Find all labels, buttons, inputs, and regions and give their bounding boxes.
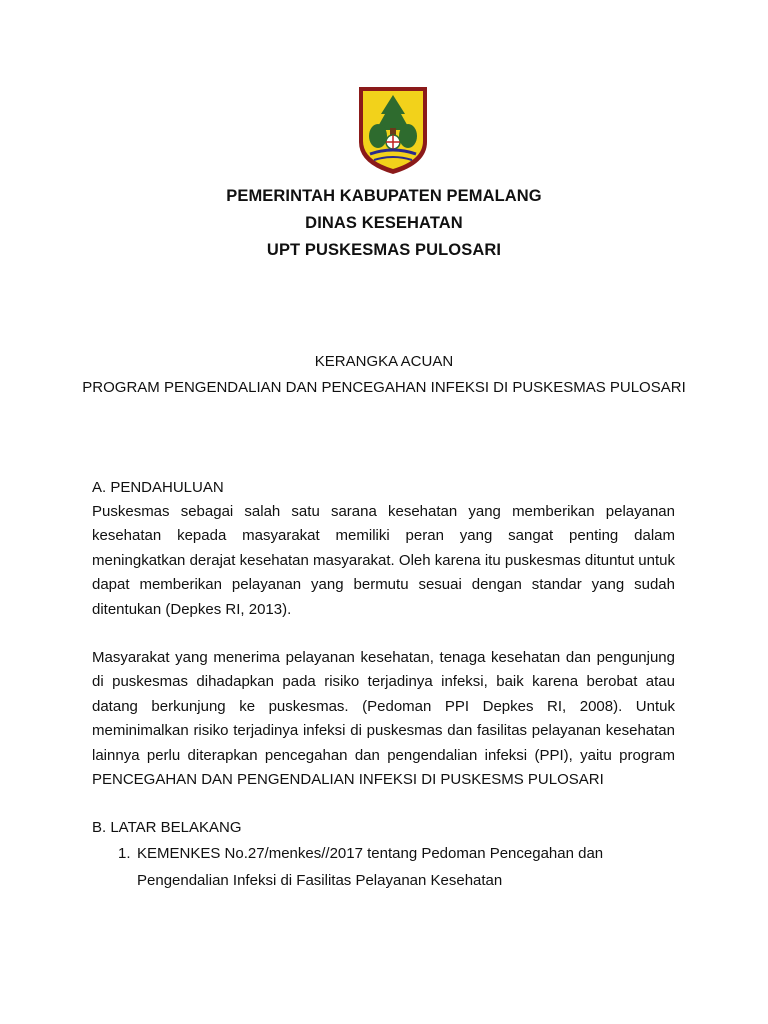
- section-a-heading: A. PENDAHULUAN: [92, 479, 224, 496]
- header-department: DINAS KESEHATAN: [305, 214, 463, 232]
- list-item-text: KEMENKES No.27/menkes//2017 tentang Pedoman Pencegahan dan Pengendalian Infeksi di Fasilitas Pelayanan Kesehatan: [137, 845, 604, 890]
- document-title: [60, 349, 708, 401]
- header-government: PEMERINTAH KABUPATEN PEMALANG: [226, 187, 542, 205]
- section-b-list: [92, 840, 675, 894]
- title-line-2: PROGRAM PENGENDALIAN DAN PENCEGAHAN INFEKSI DI PUSKESMAS PULOSARI: [82, 379, 686, 396]
- section-b-heading: B. LATAR BELAKANG: [92, 819, 242, 837]
- title-line-1: KERANGKA ACUAN: [314, 353, 454, 370]
- section-a-paragraph-1: Puskesmas sebagai salah satu sarana kesehatan yang memberikan pelayanan kesehatan kepada masyarakat memiliki peran yang sangat penting dalam meningkatkan derajat kesehatan masyarakat. Oleh karena itu puskesmas dituntut untuk dapat memberikan pelayanan yang bermutu sesuai dengan standar yang sudah ditentukan (Depkes RI, 2013).: [92, 503, 675, 618]
- document-body: [92, 476, 675, 894]
- header-unit: UPT PUSKESMAS PULOSARI: [266, 241, 502, 259]
- list-item-number: 1.: [118, 845, 131, 863]
- document-header: [0, 183, 768, 264]
- list-item: [92, 840, 675, 894]
- regency-coat-of-arms-icon: [356, 84, 430, 176]
- section-a-paragraph-2: Masyarakat yang menerima pelayanan kesehatan, tenaga kesehatan dan pengunjung di puskesmas dihadapkan pada risiko terjadinya infeksi, baik karena berobat atau datang berkunjung ke puskesmas. (Pedoman PPI Depkes RI, 2008). Untuk meminimalkan risiko terjadinya infeksi di puskesmas dan fasilitas pelayanan kesehatan lainnya perlu diterapkan pencegahan dan pengendalian infeksi (PPI), yaitu program PENCEGAHAN DAN PENGENDALIAN INFEKSI DI PUSKESMS PULOSARI: [92, 649, 675, 789]
